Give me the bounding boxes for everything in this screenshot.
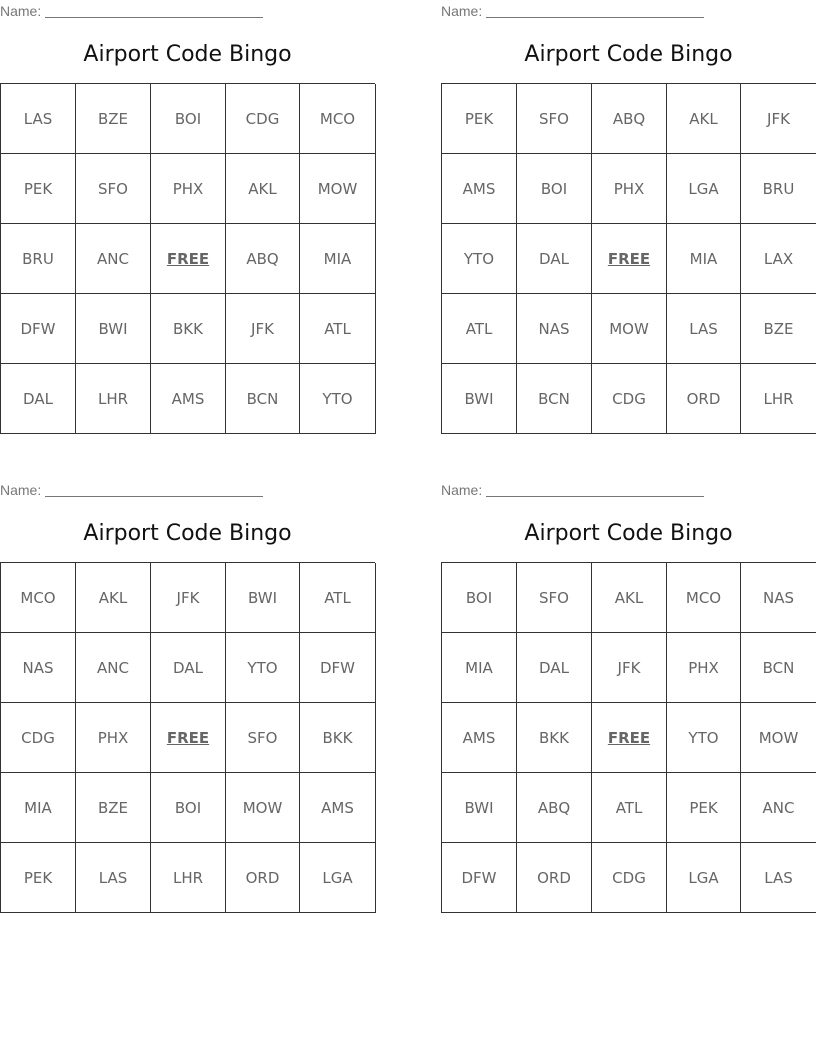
bingo-cell[interactable]: MCO xyxy=(667,563,741,633)
bingo-cell[interactable]: ATL xyxy=(442,294,517,364)
bingo-cell[interactable]: ANC xyxy=(76,633,151,703)
bingo-cell[interactable]: ORD xyxy=(517,843,592,913)
card-title: Airport Code Bingo xyxy=(83,42,292,67)
bingo-cell[interactable]: BZE xyxy=(76,84,151,154)
bingo-cell[interactable]: JFK xyxy=(741,84,816,154)
bingo-cell[interactable]: LAS xyxy=(741,843,816,913)
bingo-cell[interactable]: JFK xyxy=(151,563,226,633)
name-field xyxy=(0,2,270,20)
bingo-cell[interactable]: PHX xyxy=(667,633,741,703)
bingo-cell[interactable]: AKL xyxy=(592,563,667,633)
bingo-cell[interactable]: AMS xyxy=(442,154,517,224)
free-space-cell[interactable]: FREE xyxy=(592,224,667,294)
bingo-grid xyxy=(0,83,375,434)
bingo-cell[interactable]: PEK xyxy=(667,773,741,843)
bingo-cell[interactable]: PHX xyxy=(76,703,151,773)
bingo-cell[interactable]: BZE xyxy=(741,294,816,364)
bingo-cell[interactable]: LHR xyxy=(741,364,816,434)
bingo-cell[interactable]: NAS xyxy=(1,633,76,703)
free-space-cell[interactable]: FREE xyxy=(151,224,226,294)
bingo-card-1 xyxy=(0,0,376,440)
bingo-cell[interactable]: LAS xyxy=(1,84,76,154)
bingo-grid xyxy=(0,562,375,913)
bingo-cell[interactable]: BKK xyxy=(517,703,592,773)
card-title: Airport Code Bingo xyxy=(524,42,733,67)
bingo-cell[interactable]: LGA xyxy=(667,154,741,224)
bingo-cell[interactable]: MCO xyxy=(300,84,376,154)
bingo-cell[interactable]: AKL xyxy=(226,154,300,224)
name-label: Name: xyxy=(0,3,42,19)
bingo-cell[interactable]: PEK xyxy=(1,843,76,913)
name-blank-line[interactable] xyxy=(45,496,263,497)
free-space-cell[interactable]: FREE xyxy=(151,703,226,773)
bingo-cell[interactable]: SFO xyxy=(76,154,151,224)
bingo-cell[interactable]: NAS xyxy=(741,563,816,633)
bingo-cell[interactable]: BWI xyxy=(442,773,517,843)
bingo-cell[interactable]: YTO xyxy=(226,633,300,703)
bingo-cell[interactable]: AKL xyxy=(76,563,151,633)
bingo-cell[interactable]: DAL xyxy=(1,364,76,434)
bingo-cell[interactable]: MIA xyxy=(300,224,376,294)
card-title: Airport Code Bingo xyxy=(524,521,733,546)
bingo-cell[interactable]: DFW xyxy=(300,633,376,703)
bingo-cell[interactable]: MOW xyxy=(741,703,816,773)
name-field xyxy=(441,2,711,20)
bingo-cell[interactable]: BWI xyxy=(442,364,517,434)
bingo-cell[interactable]: LHR xyxy=(76,364,151,434)
bingo-cell[interactable]: LAS xyxy=(667,294,741,364)
name-label: Name: xyxy=(0,482,42,498)
bingo-cell[interactable]: YTO xyxy=(300,364,376,434)
bingo-cell[interactable]: BWI xyxy=(226,563,300,633)
bingo-cell[interactable]: DAL xyxy=(517,633,592,703)
bingo-cell[interactable]: BKK xyxy=(151,294,226,364)
bingo-cell[interactable]: ABQ xyxy=(592,84,667,154)
bingo-card-3 xyxy=(0,479,376,919)
bingo-cell[interactable]: BZE xyxy=(76,773,151,843)
bingo-cell[interactable]: BOI xyxy=(151,773,226,843)
bingo-cell[interactable]: BOI xyxy=(442,563,517,633)
bingo-cell[interactable]: LHR xyxy=(151,843,226,913)
name-label: Name: xyxy=(441,3,483,19)
bingo-cell[interactable]: JFK xyxy=(226,294,300,364)
bingo-cell[interactable]: ORD xyxy=(667,364,741,434)
bingo-cell[interactable]: MOW xyxy=(592,294,667,364)
bingo-cell[interactable]: ANC xyxy=(741,773,816,843)
bingo-cell[interactable]: PHX xyxy=(151,154,226,224)
bingo-cell[interactable]: BCN xyxy=(226,364,300,434)
bingo-cell[interactable]: YTO xyxy=(442,224,517,294)
name-field xyxy=(0,481,270,499)
bingo-cell[interactable]: BCN xyxy=(741,633,816,703)
bingo-cell[interactable]: YTO xyxy=(667,703,741,773)
bingo-cell[interactable]: DAL xyxy=(151,633,226,703)
bingo-cell[interactable]: LAX xyxy=(741,224,816,294)
bingo-cell[interactable]: LGA xyxy=(300,843,376,913)
bingo-cell[interactable]: MIA xyxy=(667,224,741,294)
bingo-cell[interactable]: SFO xyxy=(226,703,300,773)
name-blank-line[interactable] xyxy=(45,17,263,18)
bingo-cell[interactable]: ATL xyxy=(300,563,376,633)
bingo-cell[interactable]: NAS xyxy=(517,294,592,364)
bingo-cell[interactable]: CDG xyxy=(226,84,300,154)
bingo-cell[interactable]: AMS xyxy=(442,703,517,773)
bingo-cell[interactable]: SFO xyxy=(517,84,592,154)
bingo-cell[interactable]: MOW xyxy=(226,773,300,843)
bingo-cell[interactable]: ORD xyxy=(226,843,300,913)
bingo-cell[interactable]: DFW xyxy=(442,843,517,913)
name-label: Name: xyxy=(441,482,483,498)
bingo-card-4 xyxy=(441,479,816,919)
bingo-cell[interactable]: ATL xyxy=(592,773,667,843)
bingo-cell[interactable]: BOI xyxy=(151,84,226,154)
bingo-cell[interactable]: MIA xyxy=(442,633,517,703)
bingo-cell[interactable]: LGA xyxy=(667,843,741,913)
bingo-cell[interactable]: MCO xyxy=(1,563,76,633)
bingo-cell[interactable]: PEK xyxy=(1,154,76,224)
bingo-cell[interactable]: ABQ xyxy=(226,224,300,294)
bingo-cell[interactable]: ATL xyxy=(300,294,376,364)
bingo-cell[interactable]: CDG xyxy=(1,703,76,773)
name-blank-line[interactable] xyxy=(486,17,704,18)
bingo-cell[interactable]: BWI xyxy=(76,294,151,364)
bingo-cell[interactable]: PHX xyxy=(592,154,667,224)
bingo-cell[interactable]: ABQ xyxy=(517,773,592,843)
bingo-cell[interactable]: PEK xyxy=(442,84,517,154)
bingo-cell[interactable]: BRU xyxy=(741,154,816,224)
bingo-cell[interactable]: MIA xyxy=(1,773,76,843)
bingo-cell[interactable]: CDG xyxy=(592,843,667,913)
bingo-cell[interactable]: MOW xyxy=(300,154,376,224)
bingo-cell[interactable]: ANC xyxy=(76,224,151,294)
bingo-cell[interactable]: JFK xyxy=(592,633,667,703)
bingo-grid xyxy=(441,83,816,434)
bingo-cell[interactable]: BCN xyxy=(517,364,592,434)
bingo-grid xyxy=(441,562,816,913)
bingo-cell[interactable]: DAL xyxy=(517,224,592,294)
free-space-cell[interactable]: FREE xyxy=(592,703,667,773)
bingo-cell[interactable]: AMS xyxy=(151,364,226,434)
bingo-cell[interactable]: LAS xyxy=(76,843,151,913)
bingo-cell[interactable]: BKK xyxy=(300,703,376,773)
name-blank-line[interactable] xyxy=(486,496,704,497)
bingo-cell[interactable]: DFW xyxy=(1,294,76,364)
name-field xyxy=(441,481,711,499)
bingo-cell[interactable]: SFO xyxy=(517,563,592,633)
bingo-cell[interactable]: AMS xyxy=(300,773,376,843)
bingo-cell[interactable]: AKL xyxy=(667,84,741,154)
card-title: Airport Code Bingo xyxy=(83,521,292,546)
bingo-cell[interactable]: CDG xyxy=(592,364,667,434)
bingo-cell[interactable]: BRU xyxy=(1,224,76,294)
bingo-cell[interactable]: BOI xyxy=(517,154,592,224)
bingo-card-2 xyxy=(441,0,816,440)
